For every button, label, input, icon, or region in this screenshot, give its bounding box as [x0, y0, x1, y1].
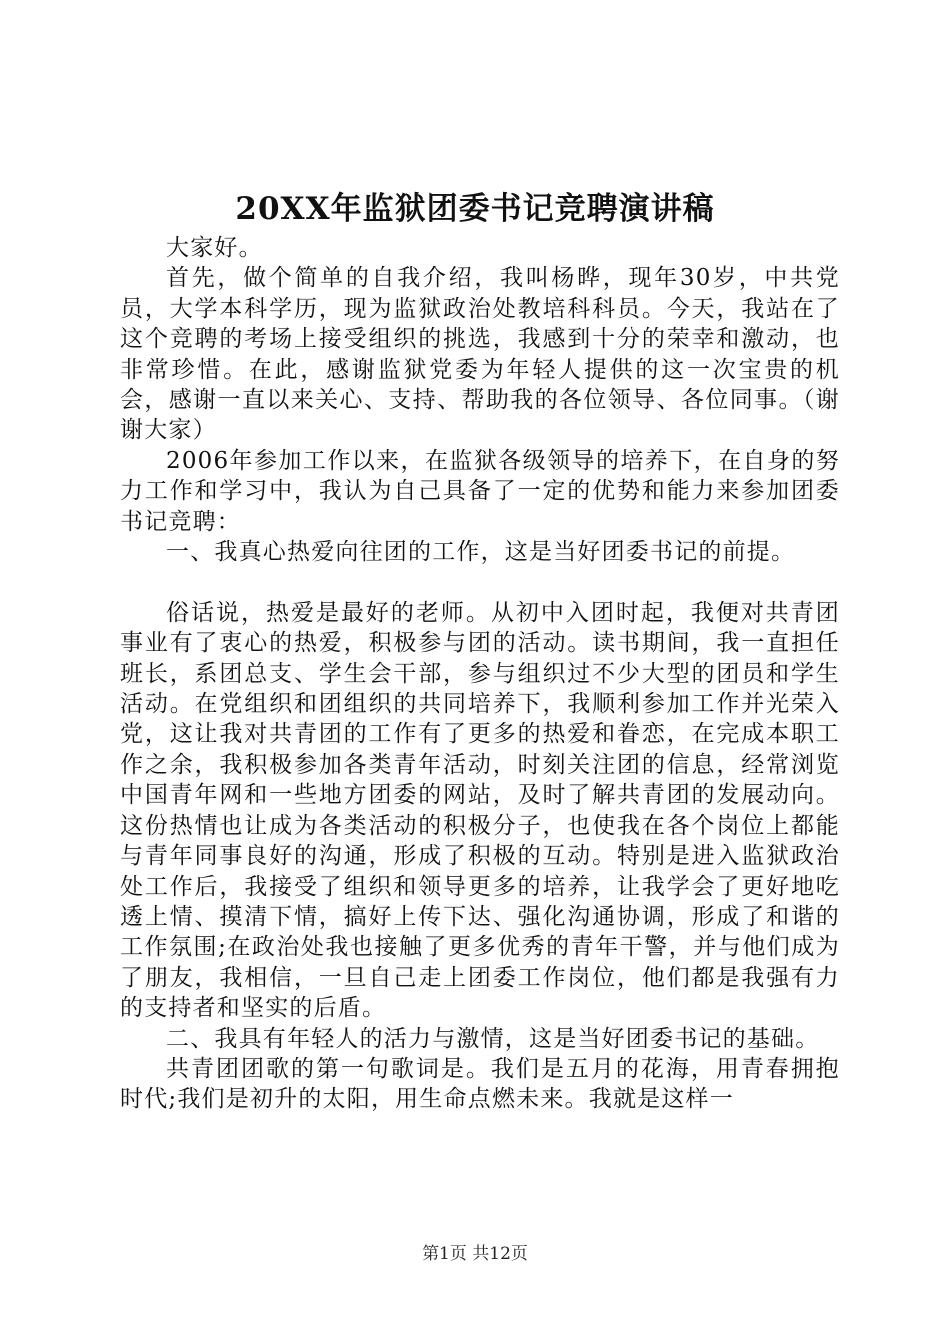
document-body [120, 233, 840, 1115]
paragraph-work-background: 2006年参加工作以来，在监狱各级领导的培养下，在自身的努力工作和学习中，我认为自己具备了一定的优势和能力来参加团委书记竞聘： [120, 447, 840, 535]
paragraph-youth-song: 共青团团歌的第一句歌词是。我们是五月的花海，用青春拥抱时代;我们是初升的太阳，用生命点燃未来。我就是这样一 [120, 1055, 840, 1113]
heading-point-two: 二、我具有年轻人的活力与激情，这是当好团委书记的基础。 [166, 1025, 820, 1052]
paragraph-self-introduction: 首先，做个简单的自我介绍，我叫杨晔，现年30岁，中共党员，大学本科学历，现为监狱政治处教培科科员。今天，我站在了这个竞聘的考场上接受组织的挑选，我感到十分的荣幸和激动，也非常珍惜。在此，感谢监狱党委为年轻人提供的这一次宝贵的机会，感谢一直以来关心、支持、帮助我的各位领导、各位同事。（谢谢大家） [120, 265, 840, 444]
document-title: 20XX年监狱团委书记竞聘演讲稿 [235, 191, 715, 227]
page-number-footer: 第1页 共12页 [422, 1244, 528, 1264]
heading-point-one: 一、我真心热爱向往团的工作，这是当好团委书记的前提。 [166, 539, 796, 566]
blank-line [120, 567, 840, 597]
paragraph-greeting: 大家好。 [166, 235, 263, 261]
paragraph-passion: 俗话说，热爱是最好的老师。从初中入团时起，我便对共青团事业有了衷心的热爱，积极参与团的活动。读书期间，我一直担任班长，系团总支、学生会干部，参与组织过不少大型的团员和学生活动。在党组织和团组织的共同培养下，我顺利参加工作并光荣入党，这让我对共青团的工作有了更多的热爱和眷恋，在完成本职工作之余，我积极参加各类青年活动，时刻关注团的信息，经常浏览中国青年网和一些地方团委的网站，及时了解共青团的发展动向。这份热情也让成为各类活动的积极分子，也使我在各个岗位上都能与青年同事良好的沟通，形成了积极的互动。特别是进入监狱政治处工作后，我接受了组织和领导更多的培养，让我学会了更好地吃透上情、摸清下情，搞好上传下达、强化沟通协调，形成了和谐的工作氛围;在政治处我也接触了更多优秀的青年干警，并与他们成为了朋友，我相信，一旦自己走上团委工作岗位，他们都是我强有力的支持者和坚实的后盾。 [120, 599, 840, 1022]
